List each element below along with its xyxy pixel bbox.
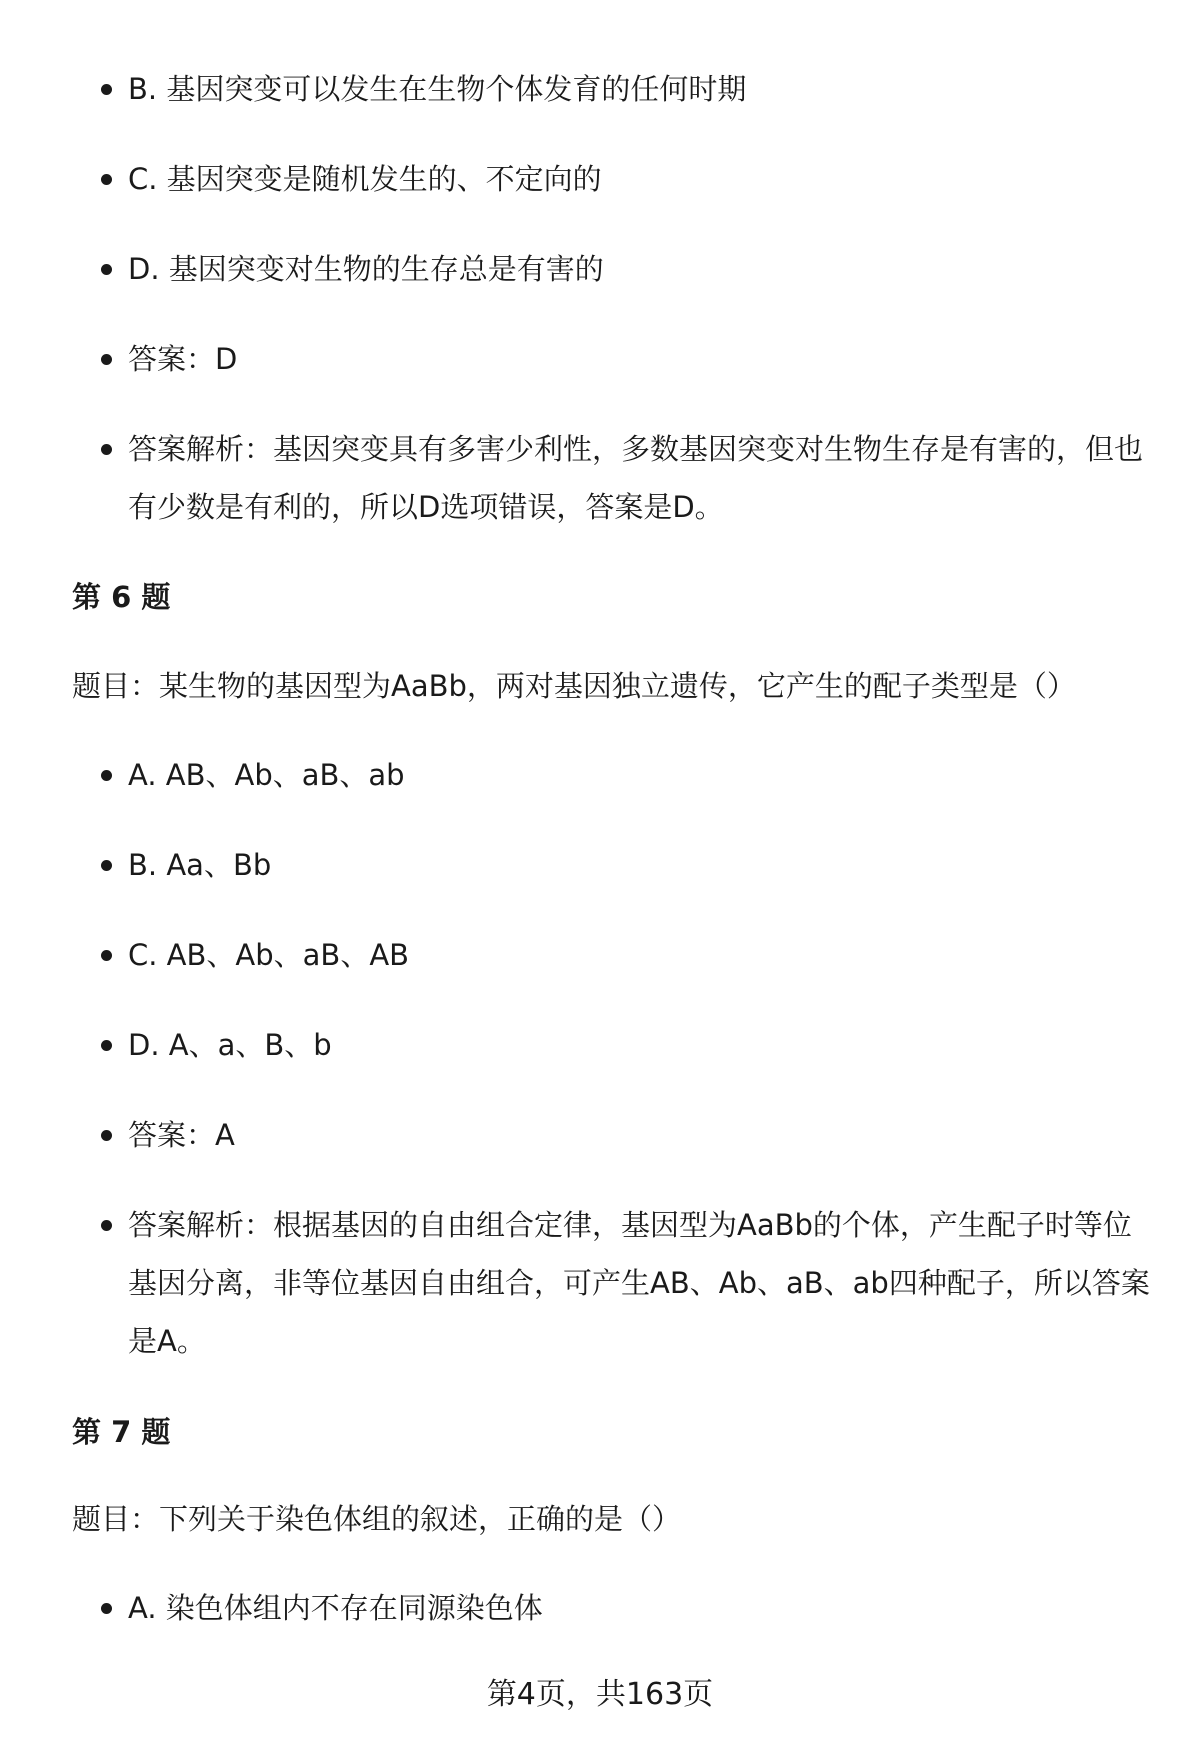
question-text: 题目：下列关于染色体组的叙述，正确的是（） (72, 1502, 682, 1536)
bullet (101, 1130, 112, 1141)
option-text: B. 基因突变可以发生在生物个体发育的任何时期 (128, 72, 747, 106)
question-heading: 第 7 题 (72, 1415, 171, 1449)
option-text: D. A、a、B、b (128, 1028, 332, 1062)
answer-item (128, 330, 1158, 388)
analysis-text: 答案解析：基因突变具有多害少利性，多数基因突变对生物生存是有害的，但也有少数是有利的，所以D选项错误，答案是D。 (128, 432, 1144, 524)
answer-item (128, 1106, 1158, 1164)
list-item (128, 1016, 1158, 1074)
bullet (101, 950, 112, 961)
bullet (101, 1040, 112, 1051)
bullet (101, 444, 112, 455)
page-number: 第4页，共163页 (486, 1677, 714, 1712)
bullet (101, 1603, 112, 1614)
list-item (128, 150, 1158, 208)
bullet (101, 174, 112, 185)
answer-text: 答案：A (128, 1118, 235, 1152)
option-text: C. AB、Ab、aB、AB (128, 938, 410, 972)
list-item (128, 240, 1158, 298)
option-text: C. 基因突变是随机发生的、不定向的 (128, 162, 602, 196)
option-text: A. AB、Ab、aB、ab (128, 758, 405, 792)
list-item (128, 1579, 1158, 1637)
analysis-text: 答案解析：根据基因的自由组合定律，基因型为AaBb的个体，产生配子时等位基因分离，非等位基因自由组合，可产生AB、Ab、aB、ab四种配子，所以答案是A。 (128, 1208, 1150, 1358)
option-text: B. Aa、Bb (128, 848, 272, 882)
list-item (128, 926, 1158, 984)
bullet (101, 354, 112, 365)
question-text: 题目：某生物的基因型为AaBb，两对基因独立遗传，它产生的配子类型是（） (72, 669, 1076, 703)
bullet (101, 1220, 112, 1231)
bullet (101, 84, 112, 95)
list-item (128, 836, 1158, 894)
option-text: A. 染色体组内不存在同源染色体 (128, 1591, 543, 1625)
bullet (101, 860, 112, 871)
option-text: D. 基因突变对生物的生存总是有害的 (128, 252, 604, 286)
question-heading: 第 6 题 (72, 580, 171, 614)
bullet (101, 264, 112, 275)
bullet (101, 770, 112, 781)
list-item (128, 746, 1158, 804)
analysis-item (128, 1196, 1158, 1370)
analysis-item (128, 420, 1158, 536)
list-item (128, 60, 1158, 118)
answer-text: 答案：D (128, 342, 238, 376)
